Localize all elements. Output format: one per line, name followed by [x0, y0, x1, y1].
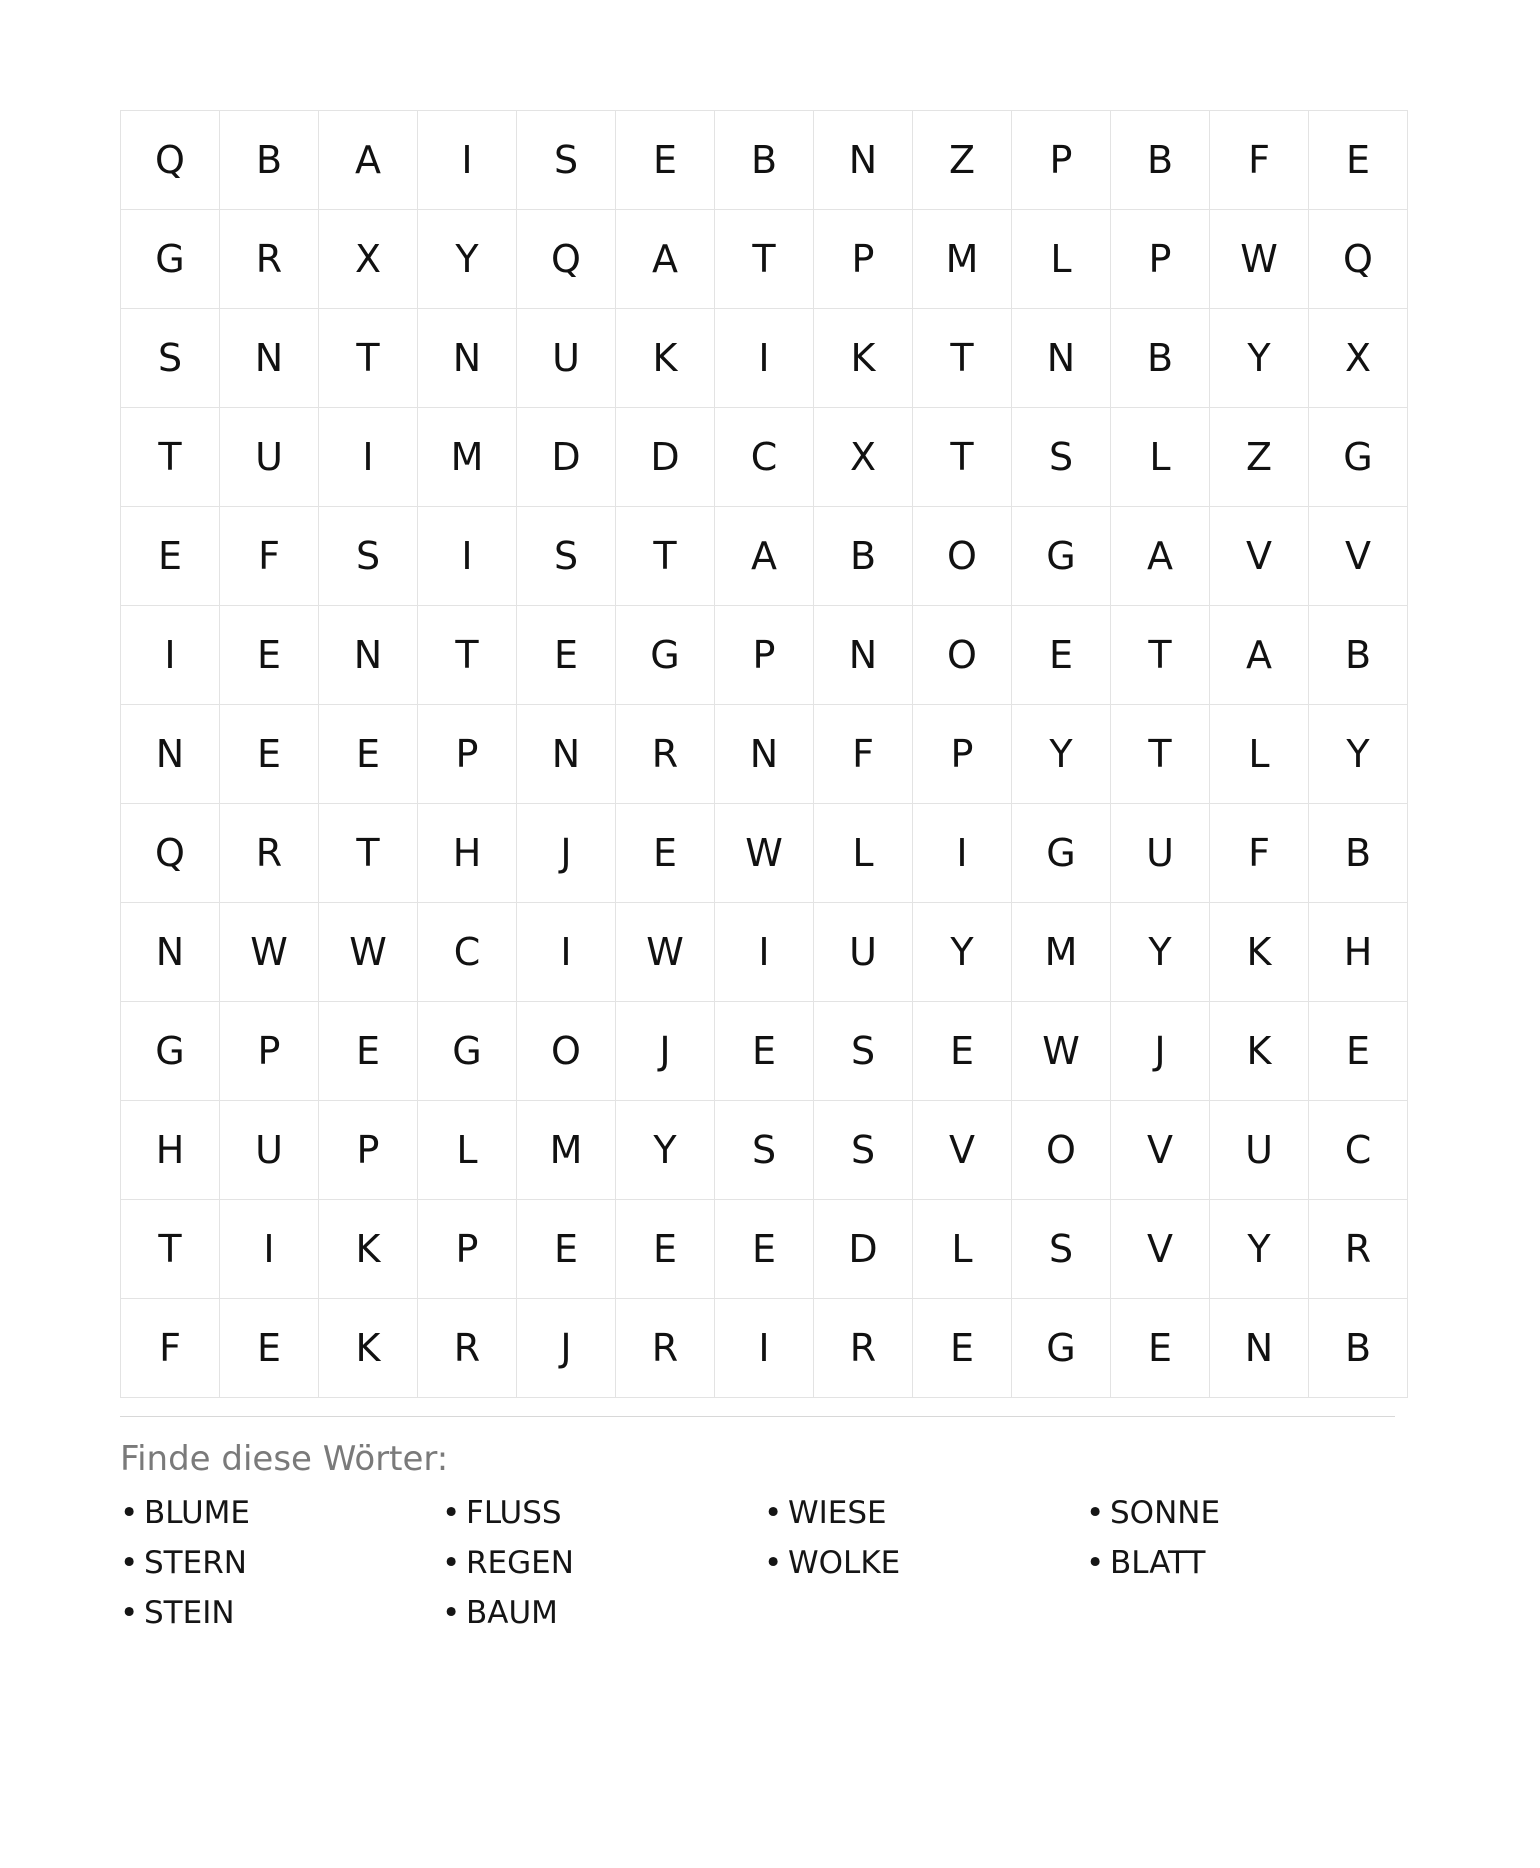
- grid-cell: T: [418, 606, 517, 705]
- grid-cell: N: [121, 705, 220, 804]
- grid-cell: S: [814, 1101, 913, 1200]
- section-divider: [120, 1416, 1395, 1417]
- grid-cell: E: [616, 1200, 715, 1299]
- grid-cell: E: [1309, 1002, 1408, 1101]
- grid-cell: E: [517, 606, 616, 705]
- grid-cell: K: [814, 309, 913, 408]
- list-item: [442, 1495, 764, 1531]
- bullet-icon: •: [442, 1495, 461, 1531]
- word-list: [120, 1495, 1395, 1631]
- word-list-title: Finde diese Wörter:: [120, 1439, 449, 1479]
- grid-cell: I: [913, 804, 1012, 903]
- grid-cell: W: [220, 903, 319, 1002]
- grid-cell: T: [1111, 606, 1210, 705]
- grid-cell: I: [715, 1299, 814, 1398]
- grid-cell: N: [418, 309, 517, 408]
- grid-cell: E: [220, 705, 319, 804]
- grid-cell: B: [1309, 606, 1408, 705]
- grid-cell: L: [1210, 705, 1309, 804]
- grid-cell: K: [1210, 903, 1309, 1002]
- grid-cell: B: [220, 111, 319, 210]
- grid-cell: T: [913, 408, 1012, 507]
- grid-cell: E: [616, 111, 715, 210]
- grid-cell: E: [715, 1002, 814, 1101]
- grid-cell: O: [517, 1002, 616, 1101]
- grid-cell: K: [1210, 1002, 1309, 1101]
- list-item: [764, 1495, 1086, 1531]
- bullet-icon: •: [442, 1545, 461, 1581]
- grid-cell: U: [220, 1101, 319, 1200]
- word-label: FLUSS: [466, 1495, 562, 1531]
- grid-cell: R: [1309, 1200, 1408, 1299]
- grid-cell: S: [121, 309, 220, 408]
- table-row: [121, 903, 1408, 1002]
- grid-cell: F: [814, 705, 913, 804]
- grid-cell: P: [1012, 111, 1111, 210]
- grid-cell: S: [1012, 1200, 1111, 1299]
- grid-cell: G: [121, 1002, 220, 1101]
- grid-cell: Y: [418, 210, 517, 309]
- grid-cell: R: [418, 1299, 517, 1398]
- grid-cell: F: [1210, 111, 1309, 210]
- grid-cell: P: [319, 1101, 418, 1200]
- grid-cell: B: [814, 507, 913, 606]
- bullet-icon: •: [764, 1545, 783, 1581]
- grid-cell: J: [517, 804, 616, 903]
- grid-cell: T: [913, 309, 1012, 408]
- grid-cell: E: [913, 1002, 1012, 1101]
- grid-cell: E: [913, 1299, 1012, 1398]
- grid-cell: N: [319, 606, 418, 705]
- grid-cell: W: [1012, 1002, 1111, 1101]
- bullet-icon: •: [120, 1495, 139, 1531]
- word-label: STEIN: [144, 1595, 235, 1631]
- bullet-icon: •: [120, 1595, 139, 1631]
- grid-cell: O: [913, 507, 1012, 606]
- grid-cell: C: [715, 408, 814, 507]
- grid-cell: F: [121, 1299, 220, 1398]
- grid-cell: T: [715, 210, 814, 309]
- table-row: [121, 1101, 1408, 1200]
- grid-cell: R: [814, 1299, 913, 1398]
- grid-cell: G: [1012, 507, 1111, 606]
- grid-cell: G: [616, 606, 715, 705]
- grid-cell: I: [418, 111, 517, 210]
- grid-cell: B: [1309, 1299, 1408, 1398]
- grid-cell: E: [319, 1002, 418, 1101]
- grid-cell: Y: [1012, 705, 1111, 804]
- grid-cell: U: [1210, 1101, 1309, 1200]
- bullet-icon: •: [764, 1495, 783, 1531]
- list-item: [764, 1545, 1086, 1581]
- grid-cell: Y: [1210, 1200, 1309, 1299]
- grid-cell: N: [517, 705, 616, 804]
- grid-cell: N: [1210, 1299, 1309, 1398]
- grid-cell: G: [1012, 1299, 1111, 1398]
- grid-cell: S: [319, 507, 418, 606]
- grid-cell: B: [1111, 309, 1210, 408]
- grid-cell: N: [814, 606, 913, 705]
- grid-cell: D: [616, 408, 715, 507]
- grid-cell: O: [1012, 1101, 1111, 1200]
- grid-cell: V: [1309, 507, 1408, 606]
- grid-cell: L: [1012, 210, 1111, 309]
- word-label: BLATT: [1110, 1545, 1206, 1581]
- grid-cell: I: [715, 309, 814, 408]
- grid-cell: N: [121, 903, 220, 1002]
- grid-cell: Y: [1111, 903, 1210, 1002]
- grid-cell: H: [418, 804, 517, 903]
- grid-cell: U: [1111, 804, 1210, 903]
- grid-cell: P: [814, 210, 913, 309]
- grid-cell: W: [715, 804, 814, 903]
- grid-cell: S: [517, 507, 616, 606]
- grid-cell: P: [715, 606, 814, 705]
- table-row: [121, 210, 1408, 309]
- grid-cell: V: [913, 1101, 1012, 1200]
- worksheet-page: [120, 110, 1420, 1631]
- list-item: [120, 1595, 442, 1631]
- grid-cell: E: [616, 804, 715, 903]
- grid-cell: E: [319, 705, 418, 804]
- grid-cell: J: [616, 1002, 715, 1101]
- grid-cell: U: [517, 309, 616, 408]
- grid-cell: P: [1111, 210, 1210, 309]
- grid-cell: M: [517, 1101, 616, 1200]
- grid-cell: M: [913, 210, 1012, 309]
- table-row: [121, 1299, 1408, 1398]
- grid-cell: T: [121, 408, 220, 507]
- grid-cell: R: [616, 705, 715, 804]
- grid-cell: A: [1111, 507, 1210, 606]
- grid-cell: F: [220, 507, 319, 606]
- grid-cell: Q: [1309, 210, 1408, 309]
- grid-cell: Q: [121, 804, 220, 903]
- grid-cell: H: [121, 1101, 220, 1200]
- grid-cell: E: [1012, 606, 1111, 705]
- grid-cell: O: [913, 606, 1012, 705]
- word-search-grid: [120, 110, 1408, 1398]
- grid-cell: G: [1012, 804, 1111, 903]
- list-item: [1086, 1545, 1408, 1581]
- grid-cell: R: [220, 804, 319, 903]
- table-row: [121, 1002, 1408, 1101]
- grid-cell: S: [814, 1002, 913, 1101]
- grid-cell: I: [220, 1200, 319, 1299]
- grid-cell: J: [1111, 1002, 1210, 1101]
- grid-cell: P: [913, 705, 1012, 804]
- table-row: [121, 309, 1408, 408]
- grid-cell: I: [715, 903, 814, 1002]
- word-label: REGEN: [466, 1545, 574, 1581]
- grid-cell: E: [220, 606, 319, 705]
- grid-cell: I: [418, 507, 517, 606]
- grid-cell: B: [1111, 111, 1210, 210]
- grid-cell: P: [418, 1200, 517, 1299]
- bullet-icon: •: [442, 1595, 461, 1631]
- table-row: [121, 1200, 1408, 1299]
- grid-cell: T: [616, 507, 715, 606]
- grid-cell: T: [1111, 705, 1210, 804]
- grid-cell: Q: [121, 111, 220, 210]
- grid-cell: E: [121, 507, 220, 606]
- grid-cell: U: [220, 408, 319, 507]
- grid-cell: M: [418, 408, 517, 507]
- table-row: [121, 804, 1408, 903]
- grid-cell: V: [1111, 1101, 1210, 1200]
- grid-cell: T: [319, 804, 418, 903]
- table-row: [121, 705, 1408, 804]
- grid-cell: L: [814, 804, 913, 903]
- grid-cell: S: [517, 111, 616, 210]
- grid-cell: C: [1309, 1101, 1408, 1200]
- grid-cell: N: [1012, 309, 1111, 408]
- grid-cell: U: [814, 903, 913, 1002]
- grid-cell: K: [319, 1299, 418, 1398]
- grid-cell: G: [418, 1002, 517, 1101]
- grid-cell: M: [1012, 903, 1111, 1002]
- grid-cell: R: [616, 1299, 715, 1398]
- grid-cell: D: [814, 1200, 913, 1299]
- bullet-icon: •: [1086, 1545, 1105, 1581]
- grid-cell: Y: [616, 1101, 715, 1200]
- grid-cell: Y: [913, 903, 1012, 1002]
- grid-cell: A: [1210, 606, 1309, 705]
- grid-cell: W: [616, 903, 715, 1002]
- table-row: [121, 408, 1408, 507]
- grid-cell: H: [1309, 903, 1408, 1002]
- grid-cell: K: [616, 309, 715, 408]
- word-label: BAUM: [466, 1595, 558, 1631]
- grid-cell: L: [418, 1101, 517, 1200]
- grid-cell: T: [121, 1200, 220, 1299]
- grid-cell: E: [220, 1299, 319, 1398]
- grid-cell: Y: [1309, 705, 1408, 804]
- grid-cell: W: [1210, 210, 1309, 309]
- word-label: SONNE: [1110, 1495, 1221, 1531]
- bullet-icon: •: [1086, 1495, 1105, 1531]
- grid-cell: B: [715, 111, 814, 210]
- grid-cell: E: [1111, 1299, 1210, 1398]
- grid-cell: S: [715, 1101, 814, 1200]
- grid-cell: V: [1210, 507, 1309, 606]
- grid-cell: P: [418, 705, 517, 804]
- grid-cell: S: [1012, 408, 1111, 507]
- grid-cell: Q: [517, 210, 616, 309]
- grid-cell: E: [1309, 111, 1408, 210]
- grid-cell: K: [319, 1200, 418, 1299]
- grid-cell: P: [220, 1002, 319, 1101]
- grid-cell: I: [319, 408, 418, 507]
- grid-cell: C: [418, 903, 517, 1002]
- list-item: [120, 1545, 442, 1581]
- grid-cell: X: [319, 210, 418, 309]
- list-item: [442, 1545, 764, 1581]
- grid-cell: X: [1309, 309, 1408, 408]
- grid-cell: G: [121, 210, 220, 309]
- grid-cell: A: [319, 111, 418, 210]
- grid-cell: V: [1111, 1200, 1210, 1299]
- grid-body: [121, 111, 1408, 1398]
- grid-cell: R: [220, 210, 319, 309]
- word-label: WOLKE: [788, 1545, 901, 1581]
- grid-cell: L: [1111, 408, 1210, 507]
- grid-cell: Z: [913, 111, 1012, 210]
- grid-cell: G: [1309, 408, 1408, 507]
- grid-cell: X: [814, 408, 913, 507]
- table-row: [121, 606, 1408, 705]
- grid-cell: N: [814, 111, 913, 210]
- grid-cell: N: [220, 309, 319, 408]
- grid-cell: I: [517, 903, 616, 1002]
- grid-cell: F: [1210, 804, 1309, 903]
- grid-cell: Z: [1210, 408, 1309, 507]
- list-item: [442, 1595, 764, 1631]
- word-label: BLUME: [144, 1495, 251, 1531]
- grid-cell: E: [715, 1200, 814, 1299]
- grid-cell: B: [1309, 804, 1408, 903]
- grid-cell: N: [715, 705, 814, 804]
- list-item: [120, 1495, 442, 1531]
- grid-cell: L: [913, 1200, 1012, 1299]
- word-label: WIESE: [788, 1495, 887, 1531]
- grid-cell: I: [121, 606, 220, 705]
- grid-cell: Y: [1210, 309, 1309, 408]
- table-row: [121, 111, 1408, 210]
- bullet-icon: •: [120, 1545, 139, 1581]
- list-item: [1086, 1495, 1408, 1531]
- grid-cell: E: [517, 1200, 616, 1299]
- grid-cell: D: [517, 408, 616, 507]
- grid-cell: A: [715, 507, 814, 606]
- grid-cell: W: [319, 903, 418, 1002]
- grid-cell: T: [319, 309, 418, 408]
- word-label: STERN: [144, 1545, 247, 1581]
- table-row: [121, 507, 1408, 606]
- grid-cell: J: [517, 1299, 616, 1398]
- grid-cell: A: [616, 210, 715, 309]
